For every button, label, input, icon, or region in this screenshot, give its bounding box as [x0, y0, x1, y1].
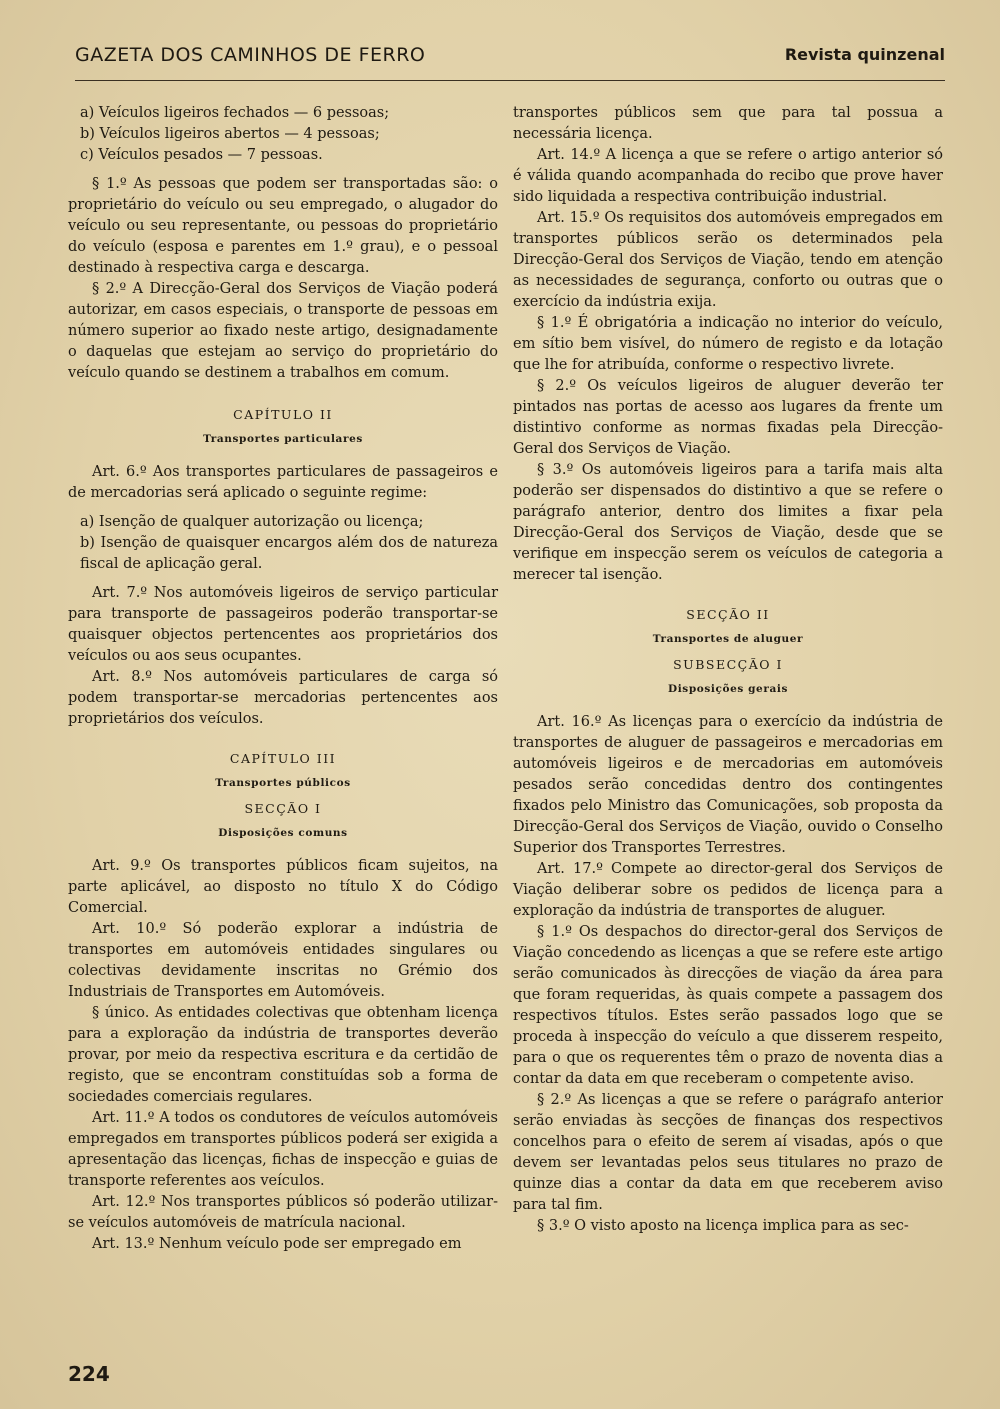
running-header	[75, 40, 945, 81]
list-item: c) Veículos pesados — 7 pessoas.	[80, 147, 323, 163]
chapter-heading: CAPÍTULO II	[233, 407, 333, 422]
paragraph: § único. As entidades colectivas que obtenham licença para a exploração da indústria de transportes deverão provar, por meio da respectiva escritura e da certidão de registo, que se encontram constituídas sob a forma de sociedades comerciais regulares.	[68, 1005, 498, 1105]
paragraph: § 2.º A Direcção-Geral dos Serviços de Viação poderá autorizar, em casos especiais, o transporte de pessoas em número superior ao fixado neste artigo, designadamente o daquelas que estejam ao serviço do proprietário do veículo quando se destinem a trabalhos em comum.	[68, 281, 498, 381]
paragraph: § 1.º As pessoas que podem ser transportadas são: o proprietário do veículo ou seu empregado, o alugador do veículo ou seu representante, ou pessoas do proprietário do veículo (esposa e parentes em 1.º grau), e o pessoal destinado à respectiva carga e descarga.	[68, 176, 498, 276]
journal-subtitle: Revista quinzenal	[784, 45, 945, 64]
section-heading: SECÇÃO I	[244, 801, 322, 816]
section-heading: SECÇÃO II	[686, 607, 770, 622]
subsection-heading: SUBSECÇÃO I	[673, 657, 783, 672]
paragraph: Art. 16.º As licenças para o exercício da indústria de transportes de aluguer de passageiros e mercadorias em automóveis ligeiros e de mercadorias em automóveis pesados serão concedidas dentro dos contingentes fixados pelo Ministro das Comunicações, sob proposta da Direcção-Geral dos Serviços de Viação, ouvido o Conselho Superior dos Transportes Terrestres.	[513, 714, 943, 856]
section-subheading: Disposições comuns	[218, 827, 348, 839]
paragraph: § 1.º É obrigatória a indicação no interior do veículo, em sítio bem visível, do número de registo e da lotação que lhe for atribuída, conforme o respectivo livrete.	[513, 315, 943, 373]
paragraph: Art. 11.º A todos os condutores de veículos automóveis empregados em transportes públicos poderá ser exigida a apresentação das licenças, fichas de inspecção e guias de transporte referentes aos veículos.	[68, 1110, 498, 1189]
paragraph: § 2.º As licenças a que se refere o parágrafo anterior serão enviadas às secções de finanças dos respectivos concelhos para o efeito de serem aí visadas, após o que devem ser levantadas pelos seus titulares no prazo de quinze dias a contar da data em que receberem aviso para tal fim.	[513, 1092, 943, 1213]
list-item: b) Isenção de quaisquer encargos além dos de natureza fiscal de aplicação geral.	[80, 535, 498, 572]
left-column	[68, 103, 498, 1255]
paragraph: § 1.º Os despachos do director-geral dos Serviços de Viação concedendo as licenças a que se refere este artigo serão comunicados às direcções de viação da área para que foram requeridas, às quais compete a passagem dos respectivos títulos. Estes serão passados logo que se proceda à inspecção do veículo a que disserem respeito, para o que os requerentes têm o prazo de noventa dias a contar da data em que receberam o competente aviso.	[513, 924, 943, 1087]
paragraph: Art. 17.º Compete ao director-geral dos Serviços de Viação deliberar sobre os pedidos de licença para a exploração da indústria de transportes de aluguer.	[513, 861, 943, 919]
paragraph: Art. 7.º Nos automóveis ligeiros de serviço particular para transporte de passageiros poderão transportar-se quaisquer objectos pertencentes aos proprietários dos veículos ou aos seus ocupantes.	[68, 585, 498, 664]
paragraph: § 3.º O visto aposto na licença implica para as sec-	[537, 1218, 909, 1234]
paragraph: § 2.º Os veículos ligeiros de aluguer deverão ter pintados nas portas de acesso aos lugares da frente um distintivo conforme as normas fixadas pela Direcção-Geral dos Serviços de Viação.	[513, 378, 943, 457]
chapter-subheading: Transportes públicos	[215, 777, 351, 789]
journal-title: GAZETA DOS CAMINHOS DE FERRO	[75, 44, 426, 66]
paragraph: Art. 10.º Só poderão explorar a indústria de transportes em automóveis entidades singulares ou colectivas devidamente inscritas no Grémio dos Industriais de Transportes em Automóveis.	[68, 921, 498, 1000]
list-item: b) Veículos ligeiros abertos — 4 pessoas;	[80, 126, 380, 142]
paragraph: Art. 6.º Aos transportes particulares de passageiros e de mercadorias será aplicado o seguinte regime:	[68, 464, 498, 501]
page-number: 224	[68, 1362, 110, 1386]
right-column	[513, 103, 943, 1237]
paragraph: transportes públicos sem que para tal possua a necessária licença.	[513, 105, 943, 142]
chapter-subheading: Transportes particulares	[203, 433, 363, 445]
paragraph: Art. 15.º Os requisitos dos automóveis empregados em transportes públicos serão os determinados pela Direcção-Geral dos Serviços de Viação, tendo em atenção as necessidades de segurança, conforto ou outras que o exercício da indústria exija.	[513, 210, 943, 310]
paragraph: Art. 9.º Os transportes públicos ficam sujeitos, na parte aplicável, ao disposto no título X do Código Comercial.	[68, 858, 498, 916]
paragraph: Art. 12.º Nos transportes públicos só poderão utilizar-se veículos automóveis de matrícula nacional.	[68, 1194, 498, 1231]
section-subheading: Transportes de aluguer	[652, 633, 804, 645]
subsection-subheading: Disposições gerais	[668, 683, 788, 695]
list-item: a) Veículos ligeiros fechados — 6 pessoas;	[80, 105, 390, 121]
chapter-heading: CAPÍTULO III	[229, 751, 337, 766]
paragraph: Art. 13.º Nenhum veículo pode ser empregado em	[92, 1236, 462, 1252]
paragraph: Art. 14.º A licença a que se refere o artigo anterior só é válida quando acompanhada do recibo que prove haver sido liquidada a respectiva contribuição industrial.	[513, 147, 943, 205]
paragraph: § 3.º Os automóveis ligeiros para a tarifa mais alta poderão ser dispensados do distintivo a que se refere o parágrafo anterior, dentro dos limites a fixar pela Direcção-Geral dos Serviços de Viação, desde que se verifique em inspecção serem os veículos de categoria a merecer tal isenção.	[513, 462, 943, 583]
paragraph: Art. 8.º Nos automóveis particulares de carga só podem transportar-se mercadorias pertencentes aos proprietários dos veículos.	[68, 669, 498, 727]
list-item: a) Isenção de qualquer autorização ou licença;	[80, 514, 424, 530]
